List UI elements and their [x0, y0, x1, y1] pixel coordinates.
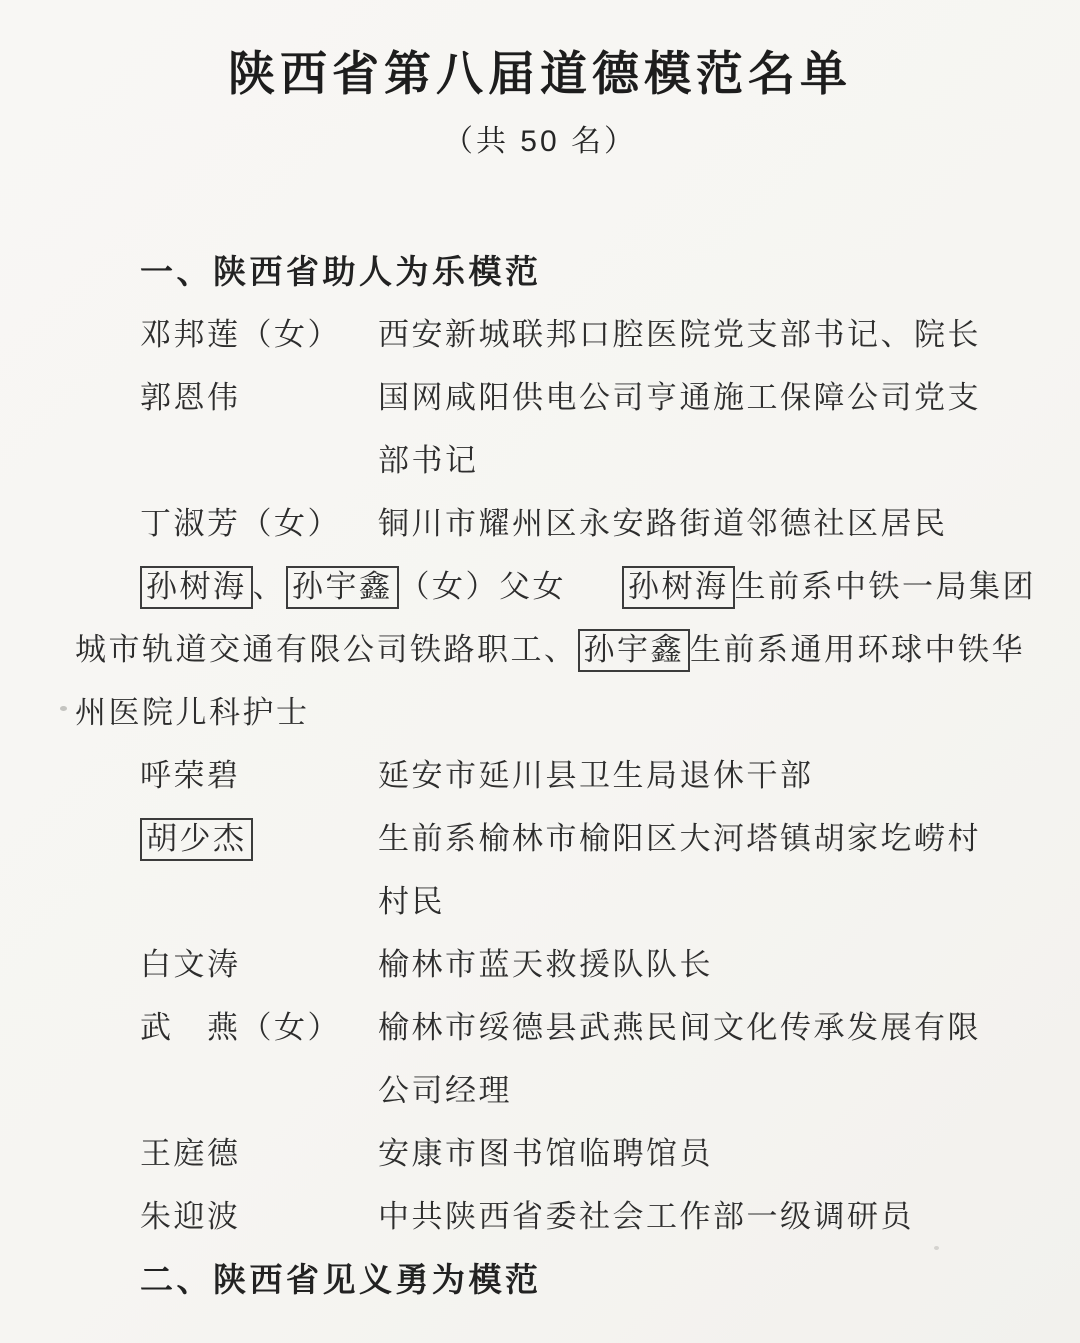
desc-line: 榆林市蓝天救援队队长	[378, 947, 713, 982]
boxed-name: 孙宇鑫	[578, 629, 691, 672]
desc-line: 生前系榆林市榆阳区大河塔镇胡家圪崂村	[378, 821, 981, 856]
sun-paragraph-line	[0, 555, 1080, 618]
entry-description	[378, 303, 981, 366]
desc-line: 公司经理	[378, 1073, 512, 1108]
entry-description	[378, 492, 948, 555]
sun-paragraph-line	[0, 681, 1080, 744]
paragraph-text: 城市轨道交通有限公司铁路职工、	[75, 632, 578, 667]
desc-line: 国网咸阳供电公司亨通施工保障公司党支	[378, 380, 981, 415]
entry-name: 郭恩伟	[140, 380, 241, 415]
entry-name: 丁淑芳（女）	[140, 506, 341, 541]
desc-line: 榆林市绥德县武燕民间文化传承发展有限	[378, 1010, 981, 1045]
paragraph-text: 生前系中铁一局集团	[734, 569, 1036, 604]
paragraph-text: 生前系通用环球中铁华	[690, 632, 1025, 667]
entry-description	[378, 1185, 914, 1248]
desc-line: 部书记	[378, 443, 479, 478]
entry-name: 邓邦莲（女）	[140, 317, 341, 352]
entry-description	[378, 933, 713, 996]
entry-row	[0, 303, 1080, 366]
boxed-name: 孙宇鑫	[286, 566, 399, 609]
entry-row	[0, 807, 1080, 933]
boxed-name: 孙树海	[140, 566, 253, 609]
entry-row	[0, 933, 1080, 996]
entry-name: 朱迎波	[140, 1199, 241, 1234]
paragraph-text: （女）父女	[398, 569, 566, 604]
entry-row	[0, 744, 1080, 807]
entry-name	[140, 807, 378, 933]
entry-description	[378, 366, 981, 492]
desc-line: 铜川市耀州区永安路街道邻德社区居民	[378, 506, 948, 541]
entry-name: 武 燕（女）	[140, 1010, 341, 1045]
entry-row	[0, 1122, 1080, 1185]
entry-row	[0, 366, 1080, 492]
entry-row	[0, 492, 1080, 555]
entry-row	[0, 1185, 1080, 1248]
page-subtitle: （共 50 名）	[442, 125, 638, 158]
section-1-heading: 一、陕西省助人为乐模范	[140, 253, 542, 290]
desc-line: 西安新城联邦口腔医院党支部书记、院长	[378, 317, 981, 352]
separator-text: 、	[252, 569, 286, 604]
entry-row	[0, 996, 1080, 1122]
entry-name: 呼荣碧	[140, 758, 241, 793]
entry-description	[378, 807, 981, 933]
page-title: 陕西省第八届道德模范名单	[228, 49, 852, 101]
sun-family-paragraph	[0, 555, 1080, 744]
entry-name: 白文涛	[140, 947, 241, 982]
section-2-heading: 二、陕西省见义勇为模范	[140, 1261, 542, 1298]
desc-line: 安康市图书馆临聘馆员	[378, 1136, 713, 1171]
boxed-name: 胡少杰	[140, 818, 253, 861]
entry-description	[378, 744, 814, 807]
desc-line: 延安市延川县卫生局退休干部	[378, 758, 814, 793]
desc-line: 村民	[378, 884, 445, 919]
entry-description	[378, 996, 981, 1122]
paragraph-text: 州医院儿科护士	[75, 695, 310, 730]
entry-description	[378, 1122, 713, 1185]
entry-name: 王庭德	[140, 1136, 241, 1171]
scan-speck	[934, 1246, 939, 1250]
document-body	[0, 240, 1080, 1311]
desc-line: 中共陕西省委社会工作部一级调研员	[378, 1199, 914, 1234]
sun-paragraph-line	[0, 618, 1080, 681]
boxed-name: 孙树海	[622, 566, 735, 609]
scan-speck	[60, 706, 67, 711]
